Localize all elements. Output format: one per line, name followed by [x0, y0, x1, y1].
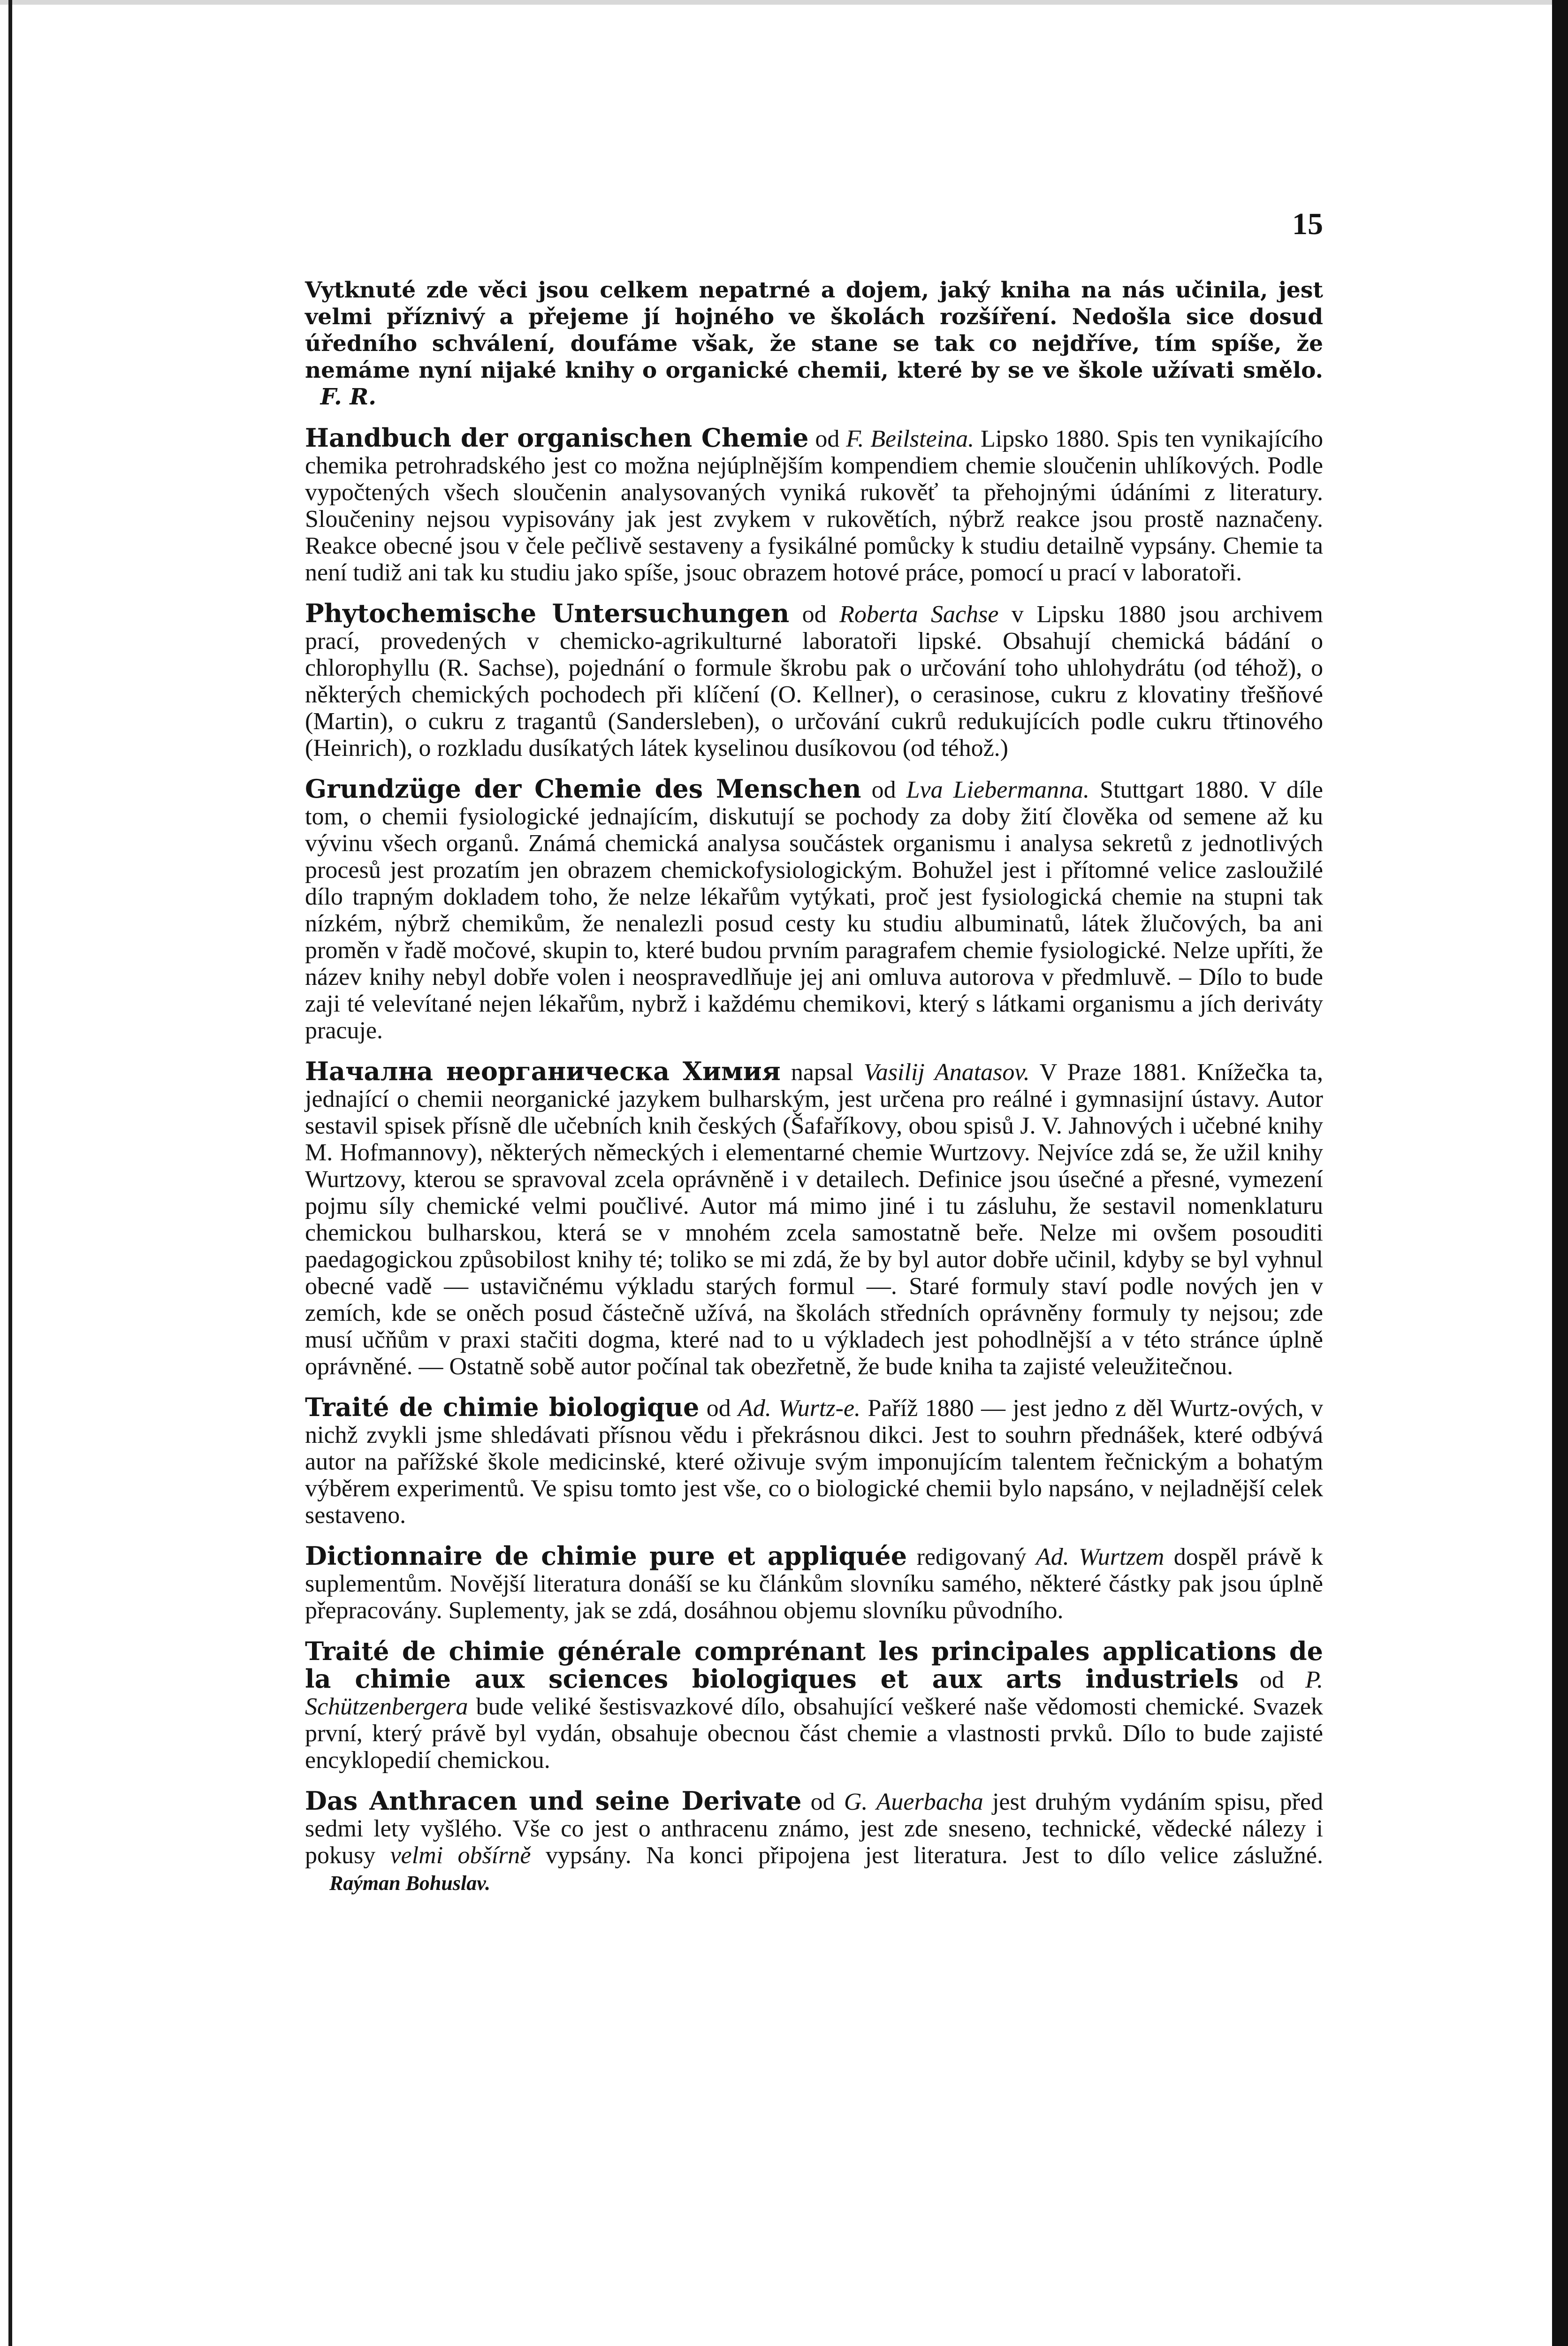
book-title: Начална неорганическа Химия [305, 1056, 781, 1086]
review-liebermann [305, 776, 1323, 1044]
page-body [305, 277, 1323, 1911]
book-author: Vasilij Anatasov. [863, 1059, 1030, 1086]
page-number: 15 [1292, 207, 1323, 241]
book-author: F. Beilsteina. [846, 426, 974, 452]
review-text: V Praze 1881. Knížečka ta, jednající o chemii neorganické jazykem bulharským, jest určena pro reálné i gymnasijní ústavy. Autor sestavil spisek přísně dle učebních knih českých (Šafaříkovy, obou spisů J. V. Jahnových i učebné knihy M. Hofmannovy), některých německých i elementarné chemie Wurtzovy. Nejvíce zdá se, že užil knihy Wurtzovy, kterou se spravoval zcela oprávněně i v detailech. Definice jsou úsečné a přesné, vymezení pojmu síly chemické velmi poučlivé. Autor má mimo jiné i tu zásluhu, že sestavil nomenklaturu chemickou bulharskou, která se v mnohém zcela samostatně beře. Nelze mi ovšem posouditi paedagogickou způsobilost knihy té; toliko se mi zdá, že by byl autor dobře učinil, kdyby se byl vyhnul obecné vadě — ustavičnému výkladu starých formul —. Staré formuly staví podle nových jen v zemích, kde se oněch posud částečně užívá, na školách středních oprávněny formuly ty nejsou; zde musí učňům v praxi stačiti dogma, které nad to u výkladech jest pohodlnější a v této stránce úplně oprávněné. — Ostatně sobě autor počínal tak obezřetně, že bude kniha ta zajisté veleužitečnou. [305, 1059, 1324, 1380]
reviewer-signature: Raýman Bohuslav. [329, 1872, 491, 1895]
emphasis-text: velmi obšírně [390, 1842, 531, 1869]
book-title: Phytochemische Untersuchungen [305, 598, 790, 628]
review-wurtz-dictionnaire [305, 1543, 1323, 1624]
book-author: Ad. Wurtz-e. [738, 1395, 861, 1422]
connector: od [801, 1789, 844, 1815]
book-title: Traité de chimie générale comprénant les principales applications de la chimie aux sciences biologiques et aux arts industriels [305, 1636, 1323, 1694]
connector: redigovaný [907, 1544, 1036, 1570]
review-anatasov [305, 1058, 1323, 1380]
review-beilstein [305, 425, 1323, 586]
intro-paragraph [305, 277, 1323, 411]
review-schutzenberger [305, 1638, 1323, 1774]
review-text: Stuttgart 1880. V díle tom, o chemii fysiologické jednajícím, diskutují se pochody za doby žití člověka od semene až ku vývinu všech organů. Známá chemická analysa součástek organismu i analysa sekretů z jednotlivých procesů jest prozatím jen obrazem chemickofysiologickým. Bohužel jest i přítomné velice zasloužilé dílo trapným dokladem toho, že nelze lékařům vytýkati, proč jest fysiologická chemie na stupni tak nízkém, nýbrž chemikům, že nenalezli posud cesty ku studiu albuminatů, látek žlučových, ba ani proměn v řadě močové, skupin to, které budou prvním paragrafem chemie fysiologické. Nelze upříti, že název knihy nebyl dobře volen i neospravedlňuje jej ani omluva autorova v předmluvě. – Dílo to bude zaji té velevítané nejen lékařům, nybrž i každému chemikovi, který s látkami organismu a jích deriváty pracuje. [305, 777, 1323, 1044]
book-title: Traité de chimie biologique [305, 1392, 700, 1422]
scan-edge-top [0, 0, 1568, 5]
book-author: Roberta Sachse [839, 601, 999, 628]
book-author: P. Schützenbergera [305, 1667, 1324, 1720]
review-text: dospěl právě k suplementům. Novější literatura donáší se ku článkům slovníku samého, některé částky pak jsou úplně přepracovány. Suplementy, jak se zdá, dosáhnou objemu slovníku původního. [305, 1544, 1323, 1624]
book-title: Grundzüge der Chemie des Menschen [305, 774, 861, 804]
review-text: jest druhým vydáním spisu, před sedmi lety vyšlého. Vše co jest o anthracenu známo, jest zde sneseno, technické, vědecké nálezy i pokusy [305, 1789, 1323, 1869]
review-text: bude veliké šestisvazkové dílo, obsahující veškeré naše vědomosti chemické. Svazek první, který právě byl vydán, obsahuje obecnou část chemie a vlastnosti prvků. Dílo to bude zajisté encyklopedií chemickou. [305, 1693, 1323, 1774]
review-text-end: vypsány. Na konci připojena jest literatura. Jest to dílo velice záslužné. [531, 1842, 1324, 1869]
review-auerbach [305, 1788, 1323, 1897]
book-author: G. Auerbacha [844, 1789, 983, 1815]
intro-signoff: F. R. [320, 384, 377, 410]
book-title: Das Anthracen und seine Derivate [305, 1786, 802, 1816]
connector: od [699, 1395, 738, 1422]
scan-edge-left [8, 0, 12, 2346]
book-title: Handbuch der organischen Chemie [305, 423, 809, 453]
connector: od [808, 426, 846, 452]
scan-edge-right [1552, 0, 1568, 2346]
book-title: Dictionnaire de chimie pure et appliquée [305, 1541, 907, 1571]
connector: napsal [780, 1059, 864, 1086]
review-text: Lipsko 1880. Spis ten vynikajícího chemika petrohradského jest co možna nejúplnějším kompendiem chemie sloučenin uhlíkových. Podle vypočtených všech sloučenin analysovaných vyniká rukověť ta přehojnými údáními z literatury. Sloučeniny nejsou vypisovány jak jest zvykem v rukovětích, nýbrž reakce jsou prostě naznačeny. Reakce obecné jsou v čele pečlivě sestaveny a fysikálné pomůcky k studiu detailně vypsány. Chemie ta není tudiž ani tak ku studiu jako spíše, jsouc obrazem hotové práce, pomocí u prací v laboratoři. [305, 426, 1324, 586]
intro-text: Vytknuté zde věci jsou celkem nepatrné a dojem, jaký kniha na nás učinila, jest velmi příznivý a přejeme jí hojného ve školách rozšíření. Nedošla sice dosud úředního schválení, doufáme však, že stane se tak co nejdříve, tím spíše, že nemáme nyní nijaké knihy o organické chemii, které by se ve škole užívati smělo. [305, 277, 1323, 383]
review-text: v Lipsku 1880 jsou archivem prací, provedených v chemicko-agrikulturné laboratoři lipské. Obsahují chemická bádání o chlorophyllu (R. Sachse), pojednání o formule škrobu pak o určování toho uhlohydrátu (od téhož), o některých chemických pochodech při klíčení (O. Kellner), o cerasinose, cukru z klovatiny třešňové (Martin), o cukru z tragantů (Sandersleben), o určování cukrů redukujících podle cukru třtinového (Heinrich), o rozkladu dusíkatých látek kyselinou dusíkovou (od téhož.) [305, 601, 1323, 762]
book-author: Ad. Wurtzem [1036, 1544, 1165, 1570]
connector: od [1238, 1667, 1305, 1693]
review-text: Paříž 1880 — jest jedno z děl Wurtz-ových, v nichž zvykli jsme shledávati přísnou vědu i překrásnou dikci. Jest to souhrn přednášek, které odbývá autor na pařížské škole medicinské, které oživuje svým imponujícím talentem řečnickým a bohatým výběrem experimentů. Ve spisu tomto jest vše, co o biologické chemii bylo napsáno, v nejladnější celek sestaveno. [305, 1395, 1324, 1529]
review-sachse [305, 600, 1323, 762]
book-author: Lva Liebermanna. [906, 777, 1090, 803]
connector: od [789, 601, 840, 628]
connector: od [861, 777, 906, 803]
review-wurtz-biologique [305, 1394, 1323, 1529]
